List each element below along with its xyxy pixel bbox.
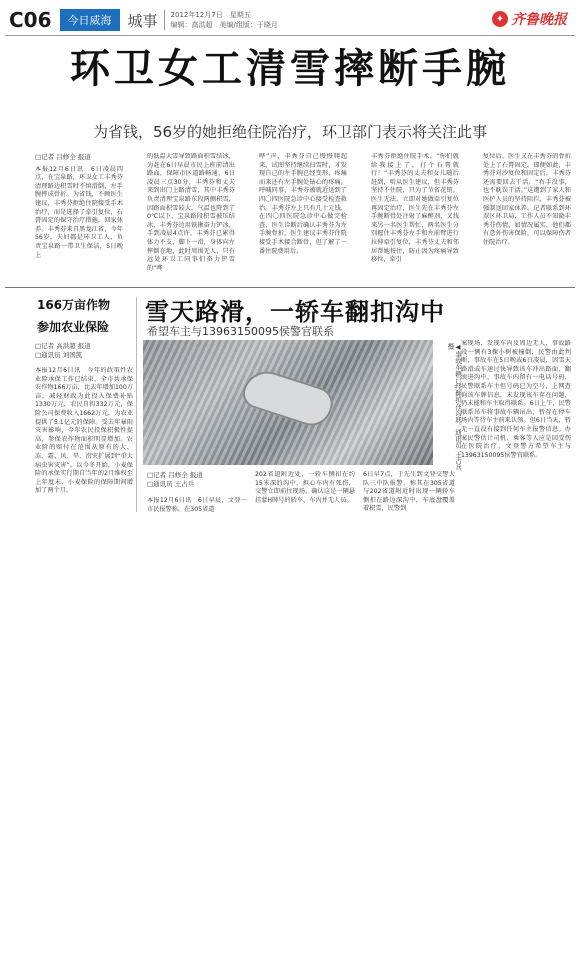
article1-body: [35, 153, 575, 283]
category-label: 城事: [127, 11, 158, 30]
article2-lead: 本报12月6日讯 6日早晨，文登一市民报警称，在305省道: [147, 497, 247, 513]
article1-column-1: [35, 153, 123, 283]
header-meta: [171, 10, 278, 30]
article1-column-2: 的低温大雪导致路面积雪结冰，为赶在6日早晨市民上班前清出路面，保障市区道路畅通，6日凌晨三点30分，丰秀芬和丈夫来到出门上路清雪，其中丰秀芬负责清理宝泉路东段两侧积雪，因路面积雪较大，气温也降到了0℃以下，宝泉路段积雪被压结冰，丰秀芬边用铁锹奋力铲冰，手到凌晨4点许，丰秀芬已累得体力不支，脚下一滑，身体向左摔倒在地，此时周围无人，只有远处环卫工同事们奋力铲雪的“哗: [147, 153, 235, 272]
newspaper-logo: [492, 9, 567, 29]
sidebar-reporter: □记者 高洪超 报道: [35, 342, 91, 350]
article2-headline: 雪天路滑，一轿车翻扣沟中: [145, 298, 445, 326]
sidebar-headline-1: 166万亩作物: [37, 298, 111, 312]
sidebar-body: 本报12月6日讯 今年的政策性农业险承保工作已结束，全市共承保农作物166万亩，比去年增加100万亩，减轻财政为此投入保费补贴1330万元，农民自担332万元，保险公司保费收入1662万元，为农业提供了5.1亿元的保障。受去年暴雨灾害影响，今年农民投保积极性提高，参保农作物面积明显增加。农业险的赔付在范围从原有的大、冻、霜、风、旱、涝灾扩展到“重大病虫害灾害”。以今冬开始，小麦保险的承保实行期自当年的2月维权至上年度末，小麦保险的保障期间增加了两个月。: [35, 367, 133, 495]
sidebar-byline: [35, 342, 91, 360]
sidebar-headline-2: 参加农业保险: [37, 320, 110, 334]
article1-column-3: 哗”声，丰秀芬自己慢慢爬起来，试图坚持继续扫雪时，才发现自己的左手腕已经变形，疼痛而来还有左手腕处钻心的疼痛。呼喊同事，丰秀芬被就近送到了四〇四医院急诊中心接受检查救治。丰秀芬左上只有几十元钱，在四〇四医院急诊中心做完检查，医生诊断后确认丰秀芬为左手腕骨折，医生建议丰秀芬住院接受手术接合断骨，但了解了一番住院费用后，: [259, 153, 347, 255]
article1-column-5: 复位后，医生又在丰秀芬的骨折处上了石膏固定。即便如此，丰秀芬对沙复位和固定后，丰秀芬还需要回去干活，“右手没事，也不耽误干活。”这遭到了家人和医护人员的坚持阻拦，丰秀芬被强制送回家休养。记者联系到环翠区环卫局，工作人员不知晓丰秀芬伤情，如情况属实，他们都有意外伤害保险，可以保障伤者住院治疗。: [483, 153, 571, 246]
photo-caption: ◀事故车辆已经翻扣在沟底。通讯员 王占兵 摄: [446, 343, 462, 471]
accident-photo: [143, 340, 433, 465]
page-header: [5, 5, 575, 36]
logo-text: 齐鲁晚报: [511, 12, 567, 28]
issue-date: 2012年12月7日 星期五: [170, 11, 251, 19]
article2-reporter: □记者 吕修全 报道: [147, 471, 203, 479]
newspaper-page: [5, 5, 575, 520]
article1-headline: 环卫女工清雪摔断手腕: [70, 46, 510, 92]
article1-text: 本报12月6日讯 6日凌晨四点，在宝泉路，环卫女工丰秀芬清理路边积雪时不慎滑倒，左手腕摔成骨折。为省钱，不顾医生建议，丰秀芬拒绝住院接受手术治疗，而是选择了牵引复位，石膏固定的保守治疗措施，回家休养。丰秀芬来自黑龙江省，今年56岁，夫妇都是环卫工人，负责宝泉路一带卫生保洁，5日晚上: [35, 165, 123, 259]
article2-correspondent: □通讯员 王占兵: [147, 480, 195, 488]
article2-subheadline: 希望车主与13963150095侯警官联系: [147, 325, 334, 338]
article1-subheadline: 为省钱，56岁的她拒绝住院治疗，环卫部门表示将关注此事: [92, 123, 488, 141]
article2-right-column: 案现场，发现车内及周边无人，事故路段一侧有3棵小树被撞倒，民警由此判断，事故车在5日晚或6日凌晨，因雪天路滑或车速过快导致该车冲出路面、翻滚进沟中。事故车内留有一电话号码，民警联系车主但号码已为空号，上网查询该车牌信息，未发现该车存在问题，仍未能和车主取得联系。6日上午，民警联系吊车将事故车辆吊出，暂存在停车场内等待车主前来认领。但6日当天，暂无一直没有接到任何车主报警信息。办案民警估计司机、乘客等人应是回受伤在医院治疗，文登警方希望车主与13963150095侯警官联系。: [461, 340, 571, 459]
article2-column-3: 6日早7点，于先生到文登交警大队三中队报警，称其在305省道与202省道附近时出现一辆轿车侧扣在路边深沟中，车底盘覆盖着积雪，民警到: [363, 471, 455, 513]
editor-credits: 编辑：高洪超 美编/组版：于晓月: [170, 21, 278, 29]
article2-column-2: 202省道附近处，一轿车侧扣在约15米深的沟中，担心车内有死伤，交警立即前往现场。确认这是一辆悬挂蒙H牌号的轿车，车内并无人员。: [255, 471, 355, 504]
section-label: 今日威海: [60, 9, 120, 31]
page-number: C06: [9, 8, 52, 32]
header-divider: [164, 10, 165, 30]
column-rule: [136, 297, 137, 512]
section-divider: [5, 287, 575, 288]
article1-column-4: 丰秀芬拒绝住院手术。“你们就给我接上了，打个石膏就行！”丰秀芬的丈夫和女儿随后赶到，听从医生建议，但丰秀芬坚持不住院，只为了节省花销。医生无法，立即对她做牵引复位再固定治疗，医生先在丰秀芬左手腕断骨处注射了麻醉剂，又找来另一名医生帮忙，两名医生分别握住丰秀芬左手和左前臂进行拉伸牵引复位，丰秀芬丈夫和邻居帮她按住，防止因为疼痛导致移位，牵引: [371, 153, 459, 264]
sidebar-correspondent: □通讯员 刘国凯: [35, 351, 83, 359]
article1-byline: □记者 吕修全 报道: [35, 153, 91, 161]
bird-icon: ✦: [492, 11, 508, 27]
article2-byline: [147, 471, 203, 489]
